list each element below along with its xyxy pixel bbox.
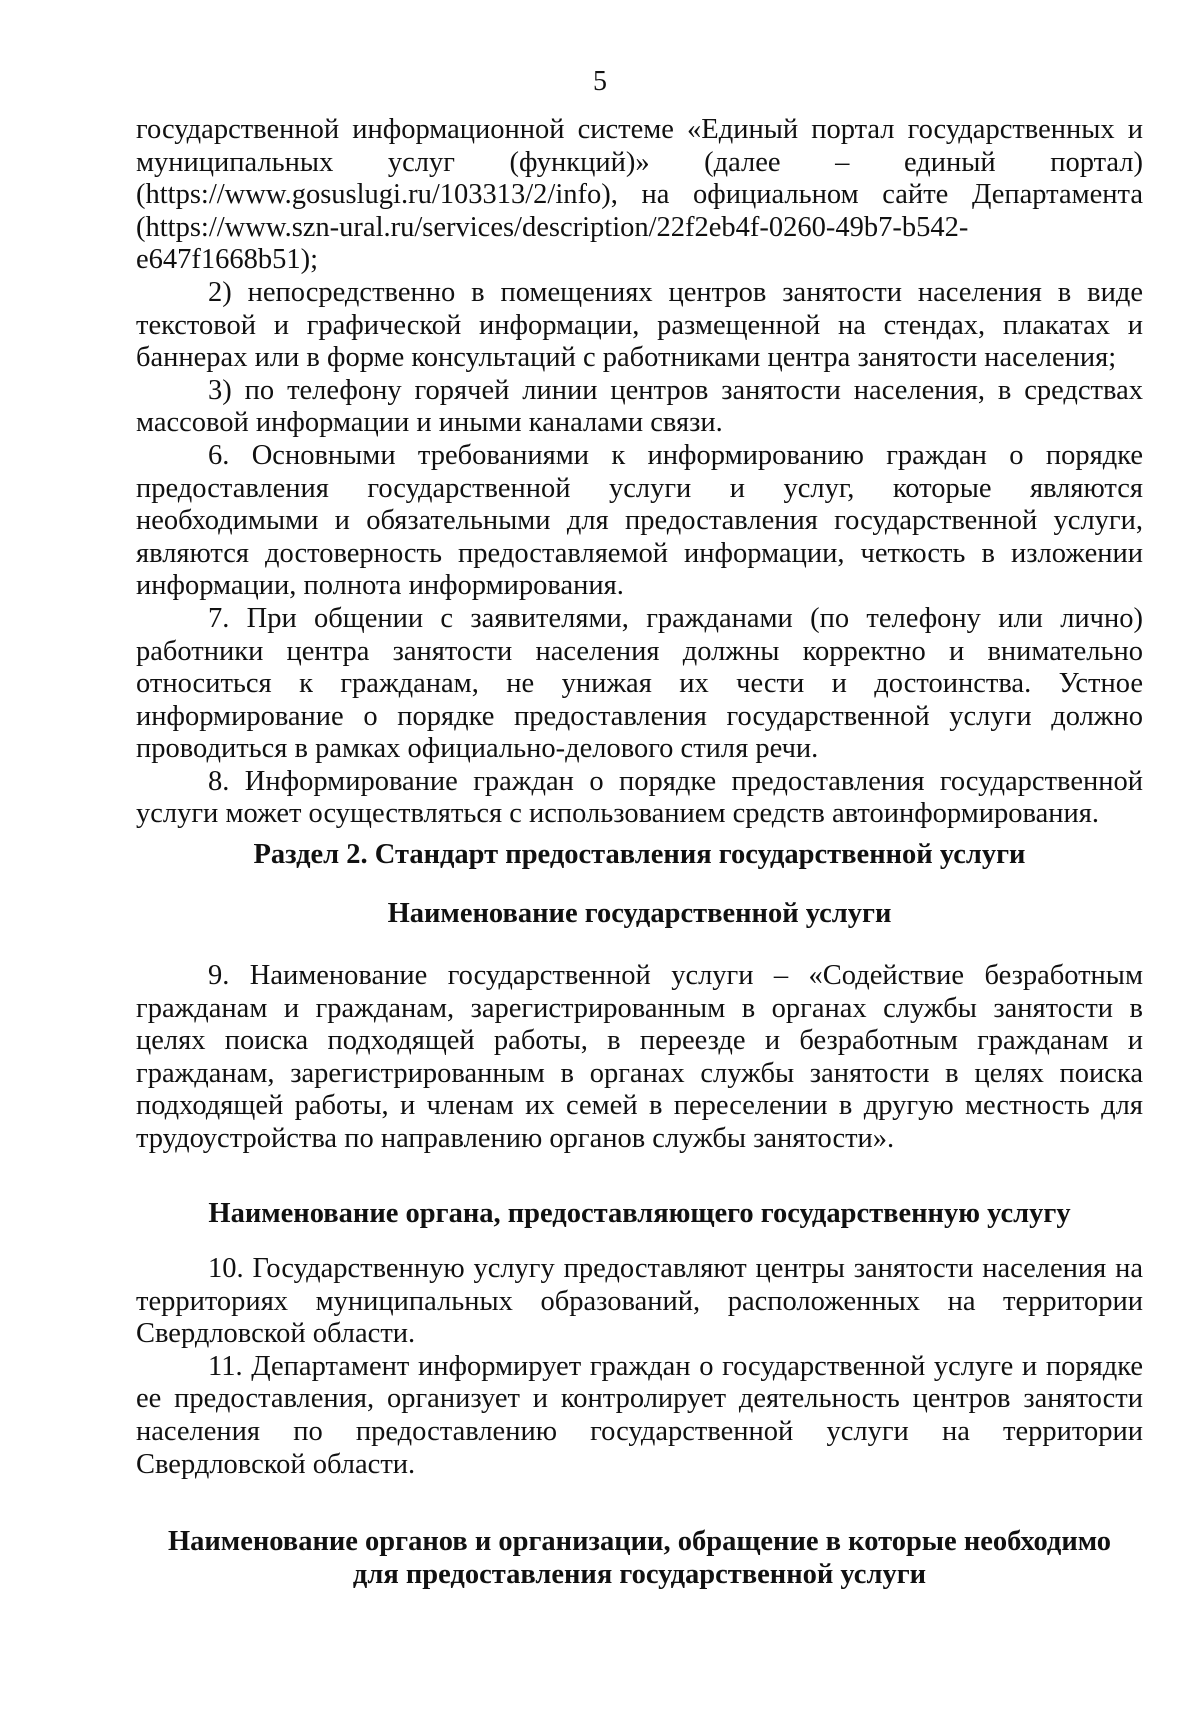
section-2-heading: Раздел 2. Стандарт предоставления государственной услуги: [253, 839, 1026, 870]
paragraph-item-10: 10. Государственную услугу предоставляют центры занятости населения на территориях муниципальных образований, расположенных на территории Свердловской области.: [136, 1253, 1143, 1350]
intro-paragraph: государственной информационной системе «Единый портал государственных и муниципальных услуг (функций)» (далее – единый портал) (https://www.gosuslugi.ru/103313/2/info), на официальном сайте Департамента (https://www.szn-ural.ru/services/description/22f2eb4f-0260-49b7-b542-e647f1668b51);: [136, 114, 1143, 276]
organizations-heading-line-1: Наименование органов и организации, обращение в которые необходимо: [167, 1526, 1112, 1557]
body-text-block-provider: [136, 1253, 1143, 1481]
organizations-heading-line-2: для предоставления государственной услуги: [352, 1558, 927, 1590]
service-name-heading: Наименование государственной услуги: [387, 898, 892, 929]
page-number: 5: [593, 66, 607, 97]
paragraph-item-9: 9. Наименование государственной услуги – «Содействие безработным гражданам и гражданам, зарегистрированным в органах службы занятости в целях поиска подходящей работы, в переезде и безработным гражданам и гражданам, зарегистрированным в органах службы занятости в целях поиска подходящей работы, и членам их семей в переселении в другую местность для трудоустройства по направлению органов службы занятости».: [136, 960, 1143, 1154]
paragraph-item-2: 2) непосредственно в помещениях центров занятости населения в виде текстовой и графической информации, размещенной на стендах, плакатах и баннерах или в форме консультаций с работниками центра занятости населения;: [136, 276, 1143, 374]
paragraph-item-6: 6. Основными требованиями к информированию граждан о порядке предоставления государственной услуги и услуг, которые являются необходимыми и обязательными для предоставления государственной услуги, являются достоверность предоставляемой информации, четкость в изложении информации, полнота информирования.: [136, 439, 1143, 602]
body-text-block-top: [136, 114, 1143, 831]
paragraph-item-8: 8. Информирование граждан о порядке предоставления государственной услуги может осуществляться с использованием средств автоинформирования.: [136, 765, 1143, 830]
paragraph-item-11: 11. Департамент информирует граждан о государственной услуге и порядке ее предоставления, организует и контролирует деятельность центров занятости населения по предоставлению государственной услуги на территории Свердловской области.: [136, 1350, 1143, 1480]
body-text-block-service-name: [136, 960, 1143, 1156]
paragraph-item-3: 3) по телефону горячей линии центров занятости населения, в средствах массовой информации и иными каналами связи.: [136, 374, 1143, 439]
organizations-heading: [136, 1526, 1143, 1591]
paragraph-item-7: 7. При общении с заявителями, гражданами (по телефону или лично) работники центра занятости населения должны корректно и внимательно относиться к гражданам, не унижая их чести и достоинства. Устное информирование о порядке предоставления государственной услуги должно проводиться в рамках официально-делового стиля речи.: [136, 602, 1143, 765]
provider-heading: Наименование органа, предоставляющего государственную услугу: [208, 1198, 1071, 1229]
